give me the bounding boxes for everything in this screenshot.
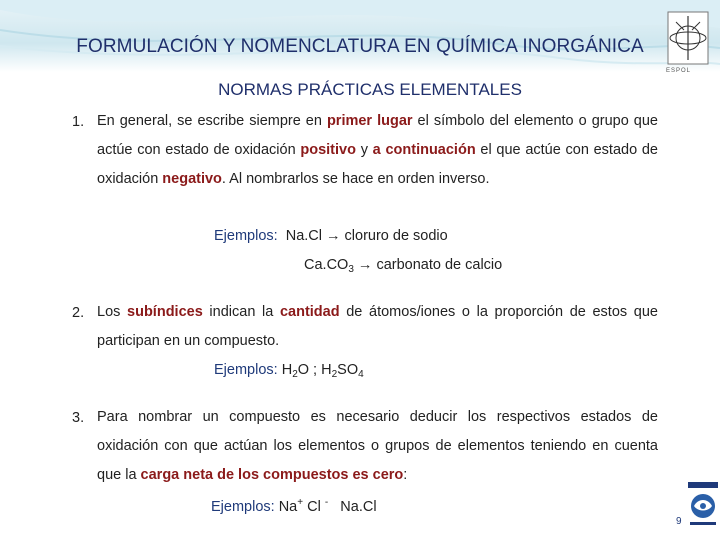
example-subscript: 4 (358, 369, 364, 380)
rule-2-number: 2. (72, 305, 85, 321)
rule-2-example (214, 362, 364, 380)
educational-badge-icon (686, 480, 720, 530)
example-label: Ejemplos: (214, 362, 278, 378)
rule-1-text-part: . Al nombrarlos se hace en orden inverso. (221, 171, 490, 187)
example-result: Na.Cl (340, 499, 377, 515)
example-subscript: 2 (292, 369, 298, 380)
example-text: → carbonato de calcio (353, 257, 503, 273)
page-number: 9 (676, 516, 682, 527)
rule-1-example-1 (214, 228, 448, 244)
rule-1-emphasis-positive: positivo (300, 142, 356, 158)
example-label: Ejemplos: (211, 499, 275, 515)
rule-2-text-part: indican la (202, 304, 280, 320)
example-formula: H (281, 362, 293, 378)
rule-2-text-part: de átomos/iones o la proporción de estos que participan en un compuesto. (97, 304, 658, 349)
rule-1-text-part: el que actúe con estado de oxidación (97, 142, 658, 187)
example-ion: Na (278, 499, 298, 515)
rule-1-example-2 (304, 257, 502, 275)
example-subscript: 3 (348, 264, 354, 275)
rule-2-text-part: Los (97, 304, 128, 320)
example-text: Na.Cl → cloruro de sodio (285, 228, 448, 244)
rule-3-emphasis-net-charge: carga neta de los compuestos es cero (140, 467, 404, 483)
example-superscript: - (324, 497, 329, 508)
logo-caption: ESPOL (666, 68, 692, 74)
rule-1-text (97, 107, 658, 194)
section-subtitle: NORMAS PRÁCTICAS ELEMENTALES (218, 80, 522, 99)
page-title: FORMULACIÓN Y NOMENCLATURA EN QUÍMICA INORGÁNICA (76, 36, 644, 57)
example-formula: O ; H (297, 362, 332, 378)
example-label: Ejemplos: (214, 228, 278, 244)
example-formula: Ca.CO (304, 257, 349, 273)
rule-3-number: 3. (72, 410, 85, 426)
university-logo-icon (664, 8, 712, 76)
rule-1-text-part: En general, se escribe siempre en (97, 113, 327, 129)
rule-1-number: 1. (72, 114, 85, 130)
rule-2-emphasis-subscripts: subíndices (127, 304, 203, 320)
rule-1-text-part: el símbolo del elemento o grupo que actúe con estado de oxidación (97, 113, 658, 158)
rule-3-example (211, 497, 377, 515)
example-formula: SO (337, 362, 359, 378)
rule-3-text (97, 403, 658, 490)
rule-2-emphasis-quantity: cantidad (279, 304, 340, 320)
rule-1-text-part: y (355, 142, 373, 158)
rule-2-text (97, 298, 658, 356)
rule-1-emphasis-first-place: primer lugar (326, 113, 413, 129)
rule-1-emphasis-negative: negativo (162, 171, 222, 187)
rule-1-emphasis-next: a continuación (372, 142, 476, 158)
rule-3-text-part: : (403, 467, 408, 483)
rule-3-text-part: Para nombrar un compuesto es necesario deducir los respectivos estados de oxidación con que actúan los elementos o grupos de elementos teniendo en cuenta que la (97, 409, 658, 483)
example-subscript: 2 (331, 369, 338, 380)
example-ion: Cl (303, 499, 321, 515)
example-superscript: + (297, 497, 304, 508)
